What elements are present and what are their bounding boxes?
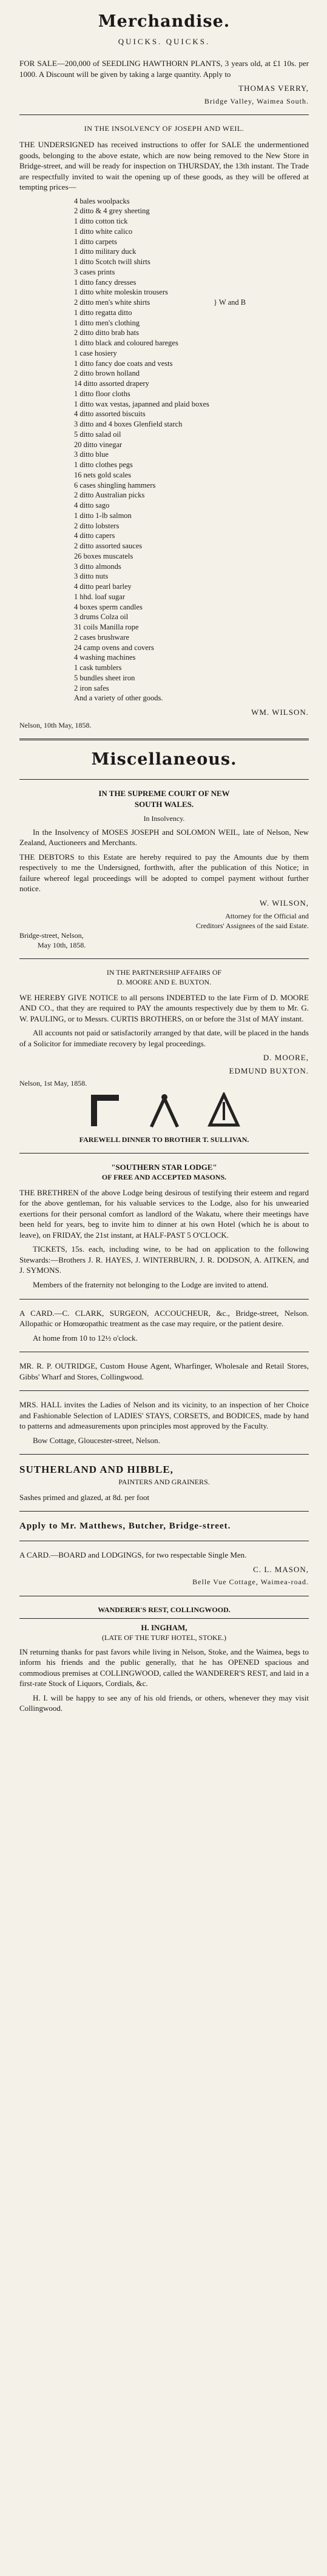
divider [19, 1390, 309, 1391]
wanderers-card [19, 1605, 309, 1714]
sutherland-card [19, 1463, 309, 1502]
jw-list-item: 1 ditto regatta ditto [74, 308, 132, 317]
jw-list-item: 1 ditto Scotch twill shirts [74, 257, 150, 267]
jw-list-item: 3 ditto nuts [74, 572, 109, 581]
pn-body: WE HEREBY GIVE NOTICE to all persons INDEBTED to the late Firm of D. MOORE AND CO., that they are required to PAY the amounts respectively due by them to Mr. G. W. PAULING, or to Messrs. CURTIS BROTHERS, on or before the 31st of MAY instant. [19, 992, 309, 1023]
jw-list-item: 2 ditto brown holland [74, 369, 140, 378]
outridge-text: MR. R. P. OUTRIDGE, Custom House Agent, Wharfinger, Wholesale and Retail Stores, Gibbs' Wharf and Stores, Collingwood. [19, 1361, 309, 1381]
merchandise-subhead: QUICKS. QUICKS. [118, 37, 211, 47]
clark-hours: At home from 10 to 12½ o'clock. [33, 1333, 138, 1343]
sc-date: May 10th, 1858. [38, 941, 86, 950]
divider [19, 739, 309, 740]
jw-list-item: 2 ditto lobsters [74, 521, 120, 530]
partnership-notice [19, 968, 309, 1088]
pn-body-2: All accounts not paid or satisfactorily arranged by that date, will be placed in the hands of a Solicitor for immediate recovery by legal proceedings. [19, 1028, 309, 1048]
sc-address: Bridge-street, Nelson, [19, 931, 84, 940]
wr-title: WANDERER'S REST, COLLINGWOOD. [98, 1605, 231, 1614]
hall-address: Bow Cottage, Gloucester-street, Nelson. [33, 1435, 160, 1445]
jw-list-item: 1 ditto fancy dresses [74, 277, 137, 287]
sc-intro: In the Insolvency of MOSES JOSEPH and SOLOMON WEIL, late of Nelson, New Zealand, Auctioneers and Merchants. [19, 827, 309, 848]
jw-list-item: 3 cases prints [74, 267, 115, 276]
jw-list-item: 1 ditto military duck [74, 247, 137, 256]
matthews-card [19, 1520, 309, 1532]
supreme-court-notice [19, 788, 309, 950]
jw-date: Nelson, 10th May, 1858. [19, 720, 92, 729]
fw-lodge-1: "SOUTHERN STAR LODGE" [111, 1162, 217, 1172]
jw-signer: WM. WILSON. [251, 708, 309, 717]
masonic-emblems [19, 1092, 309, 1129]
fw-body-3: Members of the fraternity not belonging to the Lodge are invited to attend. [33, 1280, 269, 1289]
jw-list-item: 20 ditto vinegar [74, 440, 123, 449]
misc-heading: Miscellaneous. [91, 749, 237, 769]
board-text: A CARD.—BOARD and LODGINGS, for two respectable Single Men. [19, 1550, 247, 1560]
jw-list-item: 16 nets gold scales [74, 470, 132, 479]
jw-list-item: 4 bales woolpacks [74, 196, 130, 205]
sc-signer: W. WILSON, [259, 898, 309, 908]
compasses-icon [148, 1092, 181, 1129]
sh-title-1: SUTHERLAND AND HIBBLE, [19, 1464, 174, 1476]
jw-list-item: 2 iron safes [74, 683, 109, 692]
jw-intro: THE UNDERSIGNED has received instructions to offer for SALE the undermentioned goods, belonging to the above estate, which are now being removed to the New Store in Bridge-street, and will be ready for inspection on THURSDAY, the 13th instant. The Trade are respectfully invited to wait the opening up of these goods, as they will be offered at tempting prices— [19, 140, 309, 192]
level-emblem-icon [207, 1092, 240, 1129]
jw-list-item: 14 ditto assorted drapery [74, 379, 149, 388]
seedling-address: Bridge Valley, Waimea South. [204, 96, 309, 105]
sc-body: THE DEBTORS to this Estate are hereby required to pay the Amounts due by them respectively to me the Undersigned, forthwith, after the publication of this Notice; in failure whereof legal proceedings will be adopted to compel payment without further notice. [19, 852, 309, 894]
jw-list-item: 1 cask tumblers [74, 663, 122, 672]
jw-brace-label: } W and B [214, 298, 246, 307]
divider [19, 1511, 309, 1512]
pn-title-2: D. MOORE AND E. BUXTON. [116, 978, 212, 987]
jw-list-item: 2 ditto & 4 grey sheeting [74, 207, 150, 216]
divider [19, 1153, 309, 1154]
jw-list-item: 2 ditto Australian picks [74, 491, 145, 500]
jw-list-item: 1 hhd. loaf sugar [74, 592, 126, 601]
clark-card [19, 1308, 309, 1344]
jw-list-item: 1 ditto cotton tick [74, 217, 128, 226]
jw-title: IN THE INSOLVENCY OF JOSEPH AND WEIL. [84, 124, 244, 133]
pn-date: Nelson, 1st May, 1858. [19, 1079, 87, 1088]
hall-card [19, 1399, 309, 1446]
jw-list-item: 2 ditto assorted sauces [74, 542, 143, 551]
sc-subtitle: In Insolvency. [143, 814, 185, 823]
jw-list-item: 26 boxes muscatels [74, 551, 133, 560]
sc-role-1: Attorney for the Official and [225, 911, 309, 920]
jw-list-item: 5 bundles sheet iron [74, 673, 135, 682]
jw-list-item: 1 ditto clothes pegs [74, 460, 133, 470]
sh-text: Sashes primed and glazed, at 8d. per foot [19, 1492, 150, 1502]
board-address: Belle Vue Cottage, Waimea-road. [192, 1578, 309, 1587]
pn-title-1: IN THE PARTNERSHIP AFFAIRS OF [106, 968, 222, 977]
jw-list-item: 31 coils Manilla rope [74, 623, 139, 632]
jw-list-item: 2 ditto ditto brab hats [74, 328, 139, 337]
jw-list-item: And a variety of other goods. [74, 694, 163, 703]
merchandise-heading: Merchandise. [98, 12, 231, 31]
sh-title-2: PAINTERS AND GRAINERS. [118, 1478, 210, 1487]
jw-list-item: 4 ditto capers [74, 531, 115, 540]
jw-list-item: 4 ditto sago [74, 501, 110, 510]
jw-list-item: 1 ditto wax vestas, japanned and plaid boxes [74, 399, 209, 408]
outridge-card [19, 1361, 309, 1382]
jw-list-item: 1 ditto men's clothing [74, 318, 140, 327]
wr-late: (LATE OF THE TURF HOTEL, STOKE.) [102, 1633, 226, 1642]
seedling-signer: THOMAS VERRY, [238, 84, 309, 93]
sc-title-1: IN THE SUPREME COURT OF NEW [98, 789, 230, 798]
jw-list-item: 4 boxes sperm candles [74, 602, 143, 611]
jw-list-item: 3 ditto almonds [74, 562, 121, 571]
divider [19, 958, 309, 959]
jw-list-item: 2 cases brushware [74, 632, 129, 642]
joseph-weil-insolvency [19, 124, 309, 730]
divider [19, 1299, 309, 1300]
wr-body: IN returning thanks for past favors while living in Nelson, Stoke, and the Waimea, begs to inform his friends and the public generally, that he has OPENED spacious and commodious premises at COLLINGWOOD, called the WANDERER'S REST, and laid in a first-rate Stock of Liquors, Cordials, &c. [19, 1647, 309, 1688]
jw-list-item: 4 washing machines [74, 653, 136, 662]
divider [19, 1618, 309, 1619]
wr-name: H. INGHAM, [141, 1622, 187, 1632]
sc-title-2: SOUTH WALES. [134, 799, 194, 809]
pn-signer-1: D. MOORE, [263, 1053, 309, 1063]
seedling-text: FOR SALE—200,000 of SEEDLING HAWTHORN PLANTS, 3 years old, at £1 10s. per 1000. A Discount will be given by taking a large quantity. Apply to [19, 58, 309, 79]
fw-lodge-2: OF FREE AND ACCEPTED MASONS. [101, 1173, 227, 1182]
wr-body-2: H. I. will be happy to see any of his old friends, or others, whenever they may visit Collingwood. [19, 1693, 309, 1713]
jw-list-item: 1 case hosiery [74, 348, 117, 357]
jw-list-item: 1 ditto floor cloths [74, 389, 130, 398]
board-signer: C. L. MASON, [253, 1564, 309, 1574]
pn-signer-2: EDMUND BUXTON. [229, 1066, 309, 1075]
clark-text: A CARD.—C. CLARK, SURGEON, ACCOUCHEUR, &c., Bridge-street, Nelson. Allopathic or Homœopathic treatment as the case may require, or the patient desire. [19, 1308, 309, 1329]
square-emblem-icon [89, 1092, 121, 1129]
jw-list-item: 3 drums Colza oil [74, 612, 129, 622]
jw-list-item: 1 ditto carpets [74, 237, 117, 246]
jw-list-item: 3 ditto blue [74, 450, 109, 459]
jw-list-item: 3 ditto and 4 boxes Glenfield starch [74, 420, 183, 429]
fw-title: FAREWELL DINNER TO BROTHER T. SULLIVAN. [79, 1135, 249, 1144]
jw-list-item: 4 ditto pearl barley [74, 582, 132, 591]
fw-body-2: TICKETS, 15s. each, including wine, to be had on application to the following Stewards:—Brothers J. R. HAYES, J. WINTERBURN, J. R. DODSON, A. AITKEN, and J. SYMONS. [19, 1244, 309, 1275]
jw-list-item: 2 ditto men's white shirts [74, 298, 150, 307]
jw-list-item: 6 cases shingling hammers [74, 480, 156, 490]
sc-role-2: Creditors' Assignees of the said Estate. [195, 921, 309, 930]
jw-list-item: 1 ditto 1-lb salmon [74, 511, 132, 520]
jw-list-item: 1 ditto white moleskin trousers [74, 288, 168, 297]
divider [19, 779, 309, 780]
matthews-text: Apply to Mr. Matthews, Butcher, Bridge-street. [19, 1521, 231, 1532]
jw-list-item: 1 ditto white calico [74, 227, 133, 236]
jw-item-list [74, 196, 309, 704]
jw-list-item: 5 ditto salad oil [74, 430, 121, 439]
fw-body: THE BRETHREN of the above Lodge being desirous of testifying their esteem and regard for the above gentleman, for his valuable services to the Lodge, also for his unwearied exertions for their personal comfort as landlord of the Wakatu, where their meetings have been held for years, beg to invite him to dinner at his own Hotel (which he is about to leave), on FRIDAY, the 21st instant, at HALF-PAST 5 O'CLOCK. [19, 1187, 309, 1240]
seedling-ad [19, 58, 309, 106]
hall-text: MRS. HALL invites the Ladies of Nelson and its vicinity, to an inspection of her Choice and Fashionable Selection of LADIES' STAYS, CORSETS, and BODICES, made by hand to patterns and admeasurements upon principles most approved by the Faculty. [19, 1400, 309, 1431]
jw-list-item: 1 ditto black and coloured bareges [74, 339, 178, 348]
jw-list-item: 4 ditto assorted biscuits [74, 410, 146, 419]
divider [19, 1454, 309, 1455]
board-card [19, 1550, 309, 1587]
farewell-notice [19, 1135, 309, 1290]
jw-list-item: 1 ditto fancy doe coats and vests [74, 359, 173, 368]
jw-list-item: 24 camp ovens and covers [74, 643, 154, 652]
